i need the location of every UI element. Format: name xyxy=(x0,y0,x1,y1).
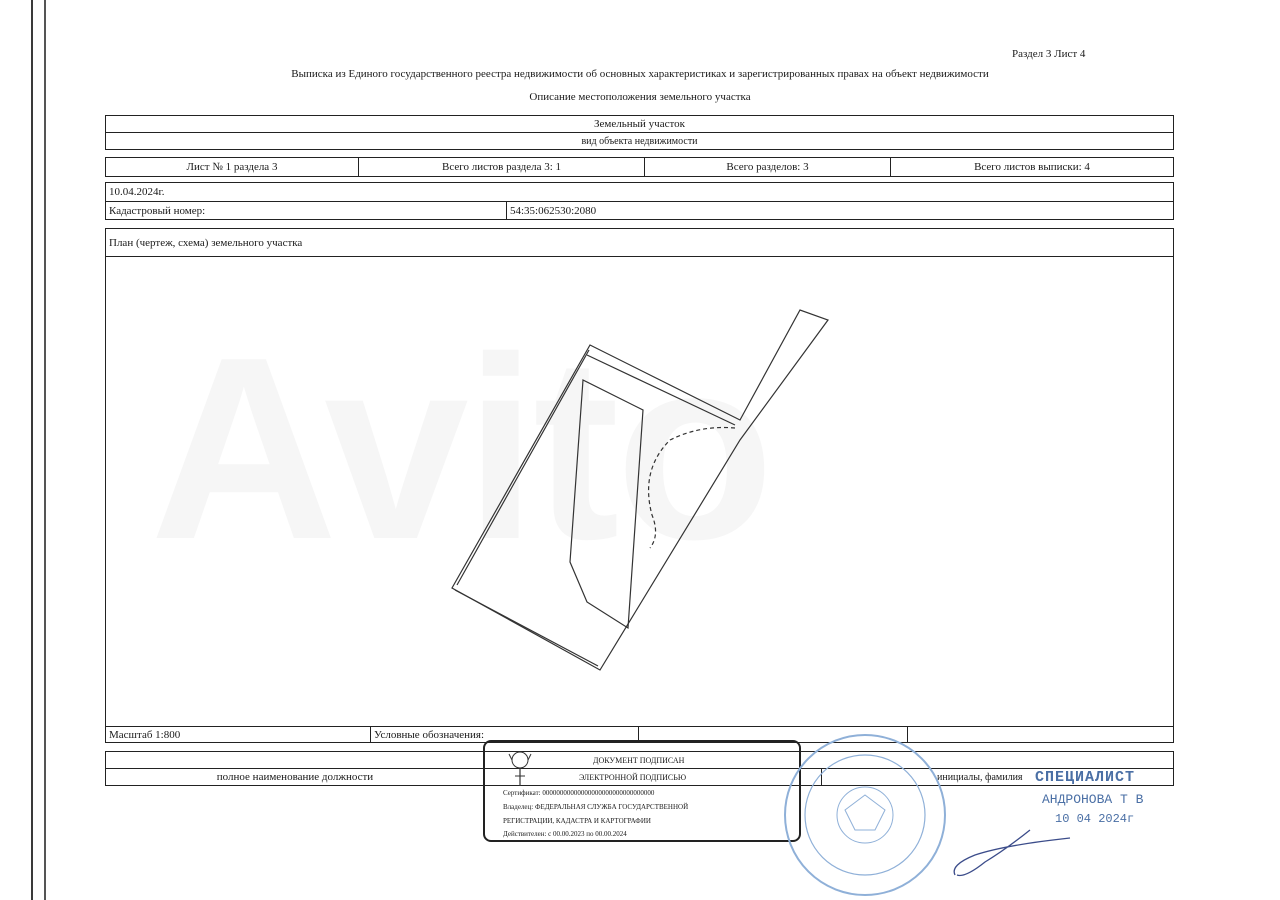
official-seal xyxy=(775,730,955,900)
cadastral-number: 54:35:062530:2080 xyxy=(506,201,1174,220)
specialist-stamp: СПЕЦИАЛИСТ xyxy=(1035,769,1136,786)
coat-of-arms-icon xyxy=(507,748,533,788)
stamp-line-6: Действителен: с 00.00.2023 по 00.00.2024 xyxy=(503,830,627,838)
page-edge-line xyxy=(31,0,33,900)
stamp-line-5: РЕГИСТРАЦИИ, КАДАСТРА И КАРТОГРАФИИ xyxy=(503,817,651,825)
electronic-signature-stamp xyxy=(483,740,801,842)
object-type: Земельный участок xyxy=(105,115,1174,133)
document-title: Выписка из Единого государственного реестра недвижимости об основных характеристиках и зарегистрированных правах на объект недвижимости xyxy=(291,68,989,80)
object-type-caption: вид объекта недвижимости xyxy=(105,132,1174,150)
document-subtitle: Описание местоположения земельного участка xyxy=(529,91,751,103)
cadastral-label: Кадастровый номер: xyxy=(105,201,507,220)
building-contour xyxy=(570,380,643,628)
sheets-total: Всего листов выписки: 4 xyxy=(890,157,1174,177)
specialist-date: 10 04 2024г xyxy=(1055,812,1135,826)
initials-caption: инициалы, фамилия xyxy=(821,768,1174,786)
stamp-line-2: ЭЛЕКТРОННОЙ ПОДПИСЬЮ xyxy=(579,773,687,782)
plot-inner-boundary-left xyxy=(457,350,589,585)
symbols-label: Условные обозначения: xyxy=(370,726,639,743)
position-caption: полное наименование должности xyxy=(105,768,485,786)
plan-title: План (чертеж, схема) земельного участка xyxy=(105,228,1174,257)
document-date: 10.04.2024г. xyxy=(105,182,1174,202)
plot-inner-boundary-bottom xyxy=(455,590,598,666)
scale-label: Масштаб 1:800 xyxy=(105,726,371,743)
stamp-line-4: Владелец: ФЕДЕРАЛЬНАЯ СЛУЖБА ГОСУДАРСТВЕННОЙ xyxy=(503,803,689,811)
stamp-line-3: Сертификат: 00000000000000000000000000000000 xyxy=(503,789,655,797)
stamp-line-1: ДОКУМЕНТ ПОДПИСАН xyxy=(593,756,685,765)
land-plot-drawing xyxy=(105,257,1174,727)
specialist-name: АНДРОНОВА Т В xyxy=(1042,792,1144,807)
handwritten-signature xyxy=(945,820,1075,885)
dashed-contour xyxy=(649,428,735,549)
page-edge-line-inner xyxy=(44,0,46,900)
sections-total: Всего разделов: 3 xyxy=(644,157,891,177)
sheet-mark: Раздел 3 Лист 4 xyxy=(1012,48,1086,60)
sheet-number: Лист № 1 раздела 3 xyxy=(105,157,359,177)
sheets-in-section: Всего листов раздела 3: 1 xyxy=(358,157,645,177)
plot-outer-boundary xyxy=(452,310,828,670)
plot-inner-boundary xyxy=(587,355,735,425)
